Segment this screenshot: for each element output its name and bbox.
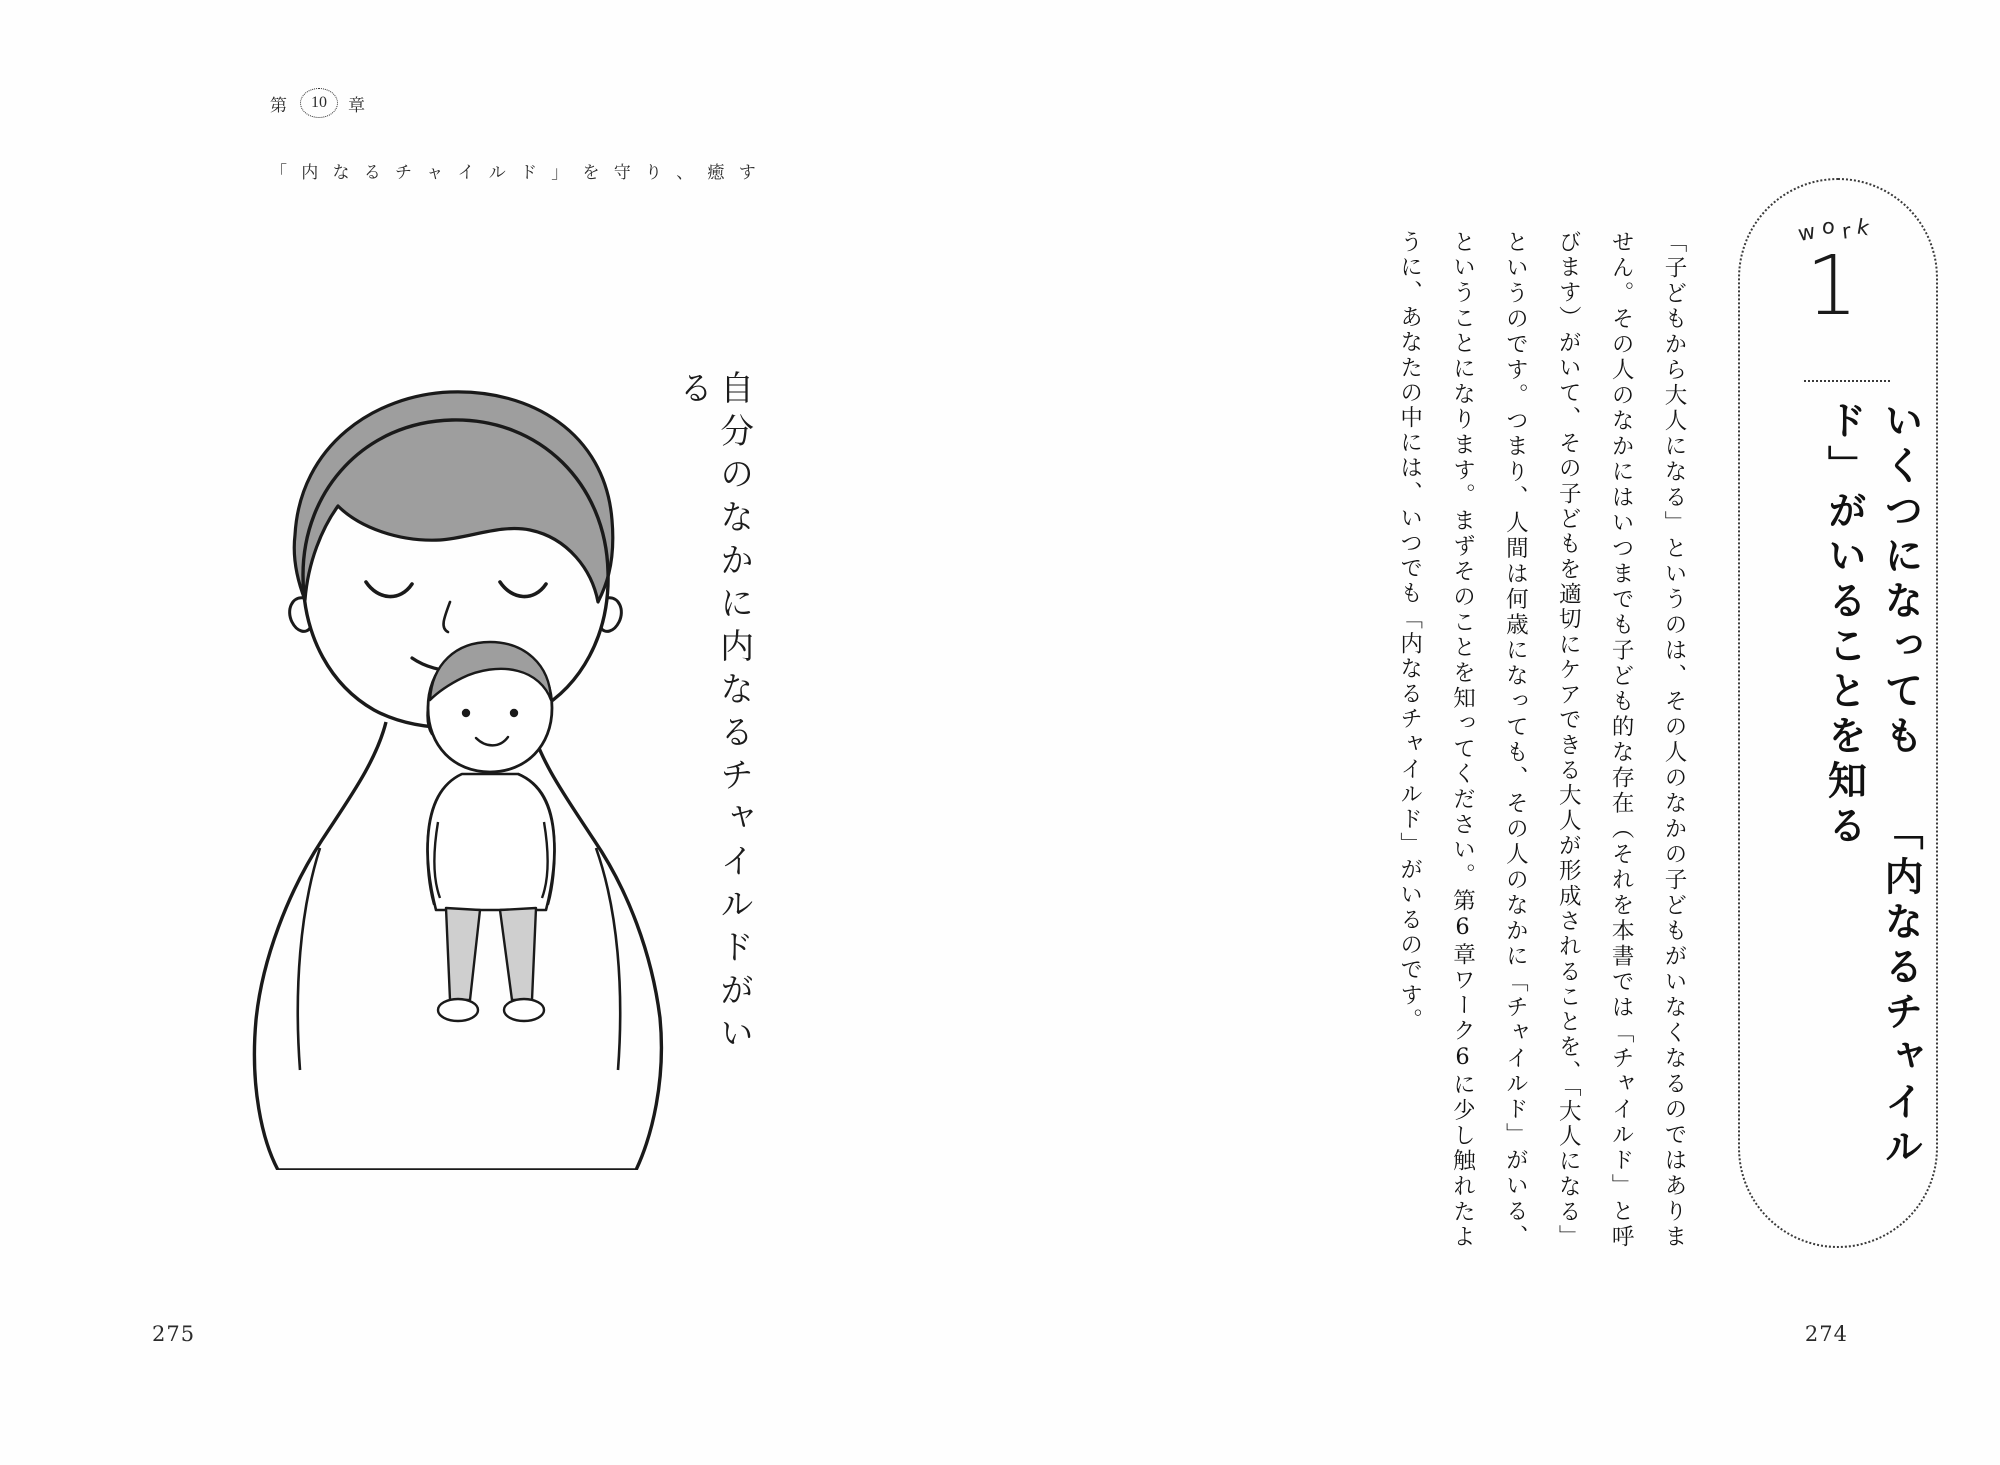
work-body-text [1000, 230, 1700, 1250]
running-head-suffix: 章 [348, 95, 368, 115]
running-head-subtitle: 「 内 な る チ ャ イ ル ド 」 を 守 り 、 癒 す [270, 163, 761, 182]
work-divider [1804, 380, 1890, 382]
page-right [1000, 0, 2000, 1465]
running-head-prefix: 第 [270, 95, 290, 115]
work-letter-o: o [1820, 214, 1843, 240]
work-title: いくつになっても 「内なるチャイルド」がいることを知る [1821, 400, 1923, 1171]
running-head [270, 88, 368, 118]
work-letter-r: r [1840, 218, 1859, 244]
work-number: 1 [1805, 239, 1858, 334]
page-number-right: 274 [1804, 1322, 1848, 1346]
body-paragraph: 「子どもから大人になる」というのは、その人のなかの子どもがいなくなるのではありません。その人のなかにはいつまでも子ども的な存在（それを本書では「チャイルド」と呼びます）がいて、その子どもを適切にケアできる大人が形成されることを、「大人になる」というのです。つまり、人間は何歳になっても、その人のなかに「チャイルド」がいる、ということになります。まずそのことを知ってください。第6章ワーク6に少し触れたように、あなたの中には、いつでも「内なるチャイルド」がいるのです。 [1396, 230, 1687, 1250]
chapter-number-badge: 10 [300, 88, 338, 118]
illustration-caption: 自分のなかに内なるチャイルドがいる [672, 370, 754, 1058]
work-letter-k: k [1855, 214, 1879, 242]
page-number-left: 275 [152, 1322, 196, 1346]
work-letter-w: w [1795, 218, 1824, 246]
